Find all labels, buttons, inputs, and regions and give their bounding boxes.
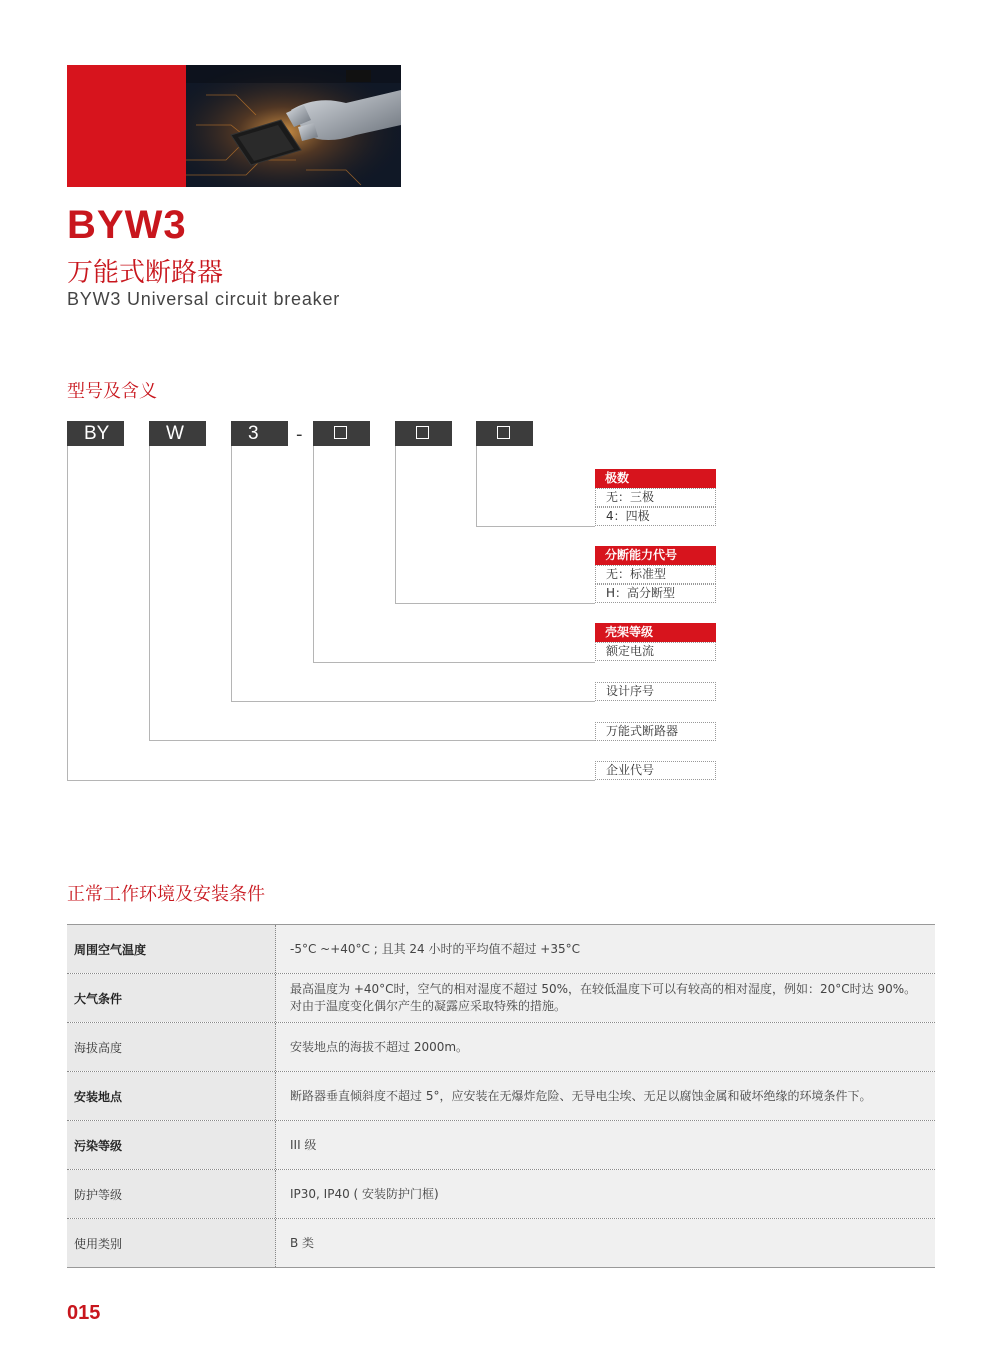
table-row [67, 1219, 935, 1267]
page-number: 015 [67, 1302, 101, 1324]
legend-breaker: 万能式断路器 [595, 722, 716, 741]
connector-breaker-h [149, 740, 595, 741]
product-title-cn: 万能式断路器 [67, 258, 224, 288]
model-title: BYW3 [67, 203, 187, 247]
connector-frame-h [313, 662, 595, 663]
row-label: 安装地点 [67, 1072, 276, 1120]
row-label: 防护等级 [67, 1170, 276, 1218]
row-label: 使用类别 [67, 1219, 276, 1267]
robot-hand-chip-illustration [186, 65, 401, 187]
product-title-en: BYW3 Universal circuit breaker [67, 289, 341, 309]
code-box-3: 3 [231, 421, 288, 446]
code-box-poles [476, 421, 533, 446]
table-row [67, 1023, 935, 1072]
placeholder-square-icon [497, 426, 510, 439]
code-box-by: BY [67, 421, 124, 446]
connector-breaking-h [395, 603, 595, 604]
table-row [67, 974, 935, 1023]
table-row [67, 925, 935, 974]
row-value: IP30, IP40 ( 安装防护门框) [276, 1170, 935, 1218]
row-value: 断路器垂直倾斜度不超过 5°，应安装在无爆炸危险、无导电尘埃、无足以腐蚀金属和破坏绝缘的环境条件下。 [276, 1072, 935, 1120]
connector-frame-v [313, 446, 314, 662]
row-label: 周围空气温度 [67, 925, 276, 973]
connector-poles-v [476, 446, 477, 526]
row-value: -5°C ~+40°C ; 且其 24 小时的平均值不超过 +35°C [276, 925, 935, 973]
code-box-frame [313, 421, 370, 446]
row-label: 污染等级 [67, 1121, 276, 1169]
code-box-breaking [395, 421, 452, 446]
placeholder-square-icon [334, 426, 347, 439]
table-row [67, 1072, 935, 1121]
legend-breaking-item: H：高分断型 [595, 584, 716, 603]
code-separator: - [296, 424, 303, 445]
legend-breaking-item: 无：标准型 [595, 565, 716, 584]
legend-breaking-header: 分断能力代号 [595, 546, 716, 565]
row-value: 安装地点的海拔不超过 2000m。 [276, 1023, 935, 1071]
connector-company-h [67, 780, 595, 781]
legend-frame-header: 壳架等级 [595, 623, 716, 642]
connector-design-v [231, 446, 232, 701]
legend-design: 设计序号 [595, 682, 716, 701]
table-row [67, 1121, 935, 1170]
row-value: B 类 [276, 1219, 935, 1267]
row-label: 大气条件 [67, 974, 276, 1022]
connector-poles-h [476, 526, 595, 527]
legend-company: 企业代号 [595, 761, 716, 780]
connector-breaking-v [395, 446, 396, 603]
connector-company-v [67, 446, 68, 780]
legend-poles-item: 无：三极 [595, 488, 716, 507]
banner-image [186, 65, 401, 187]
code-box-w: W [149, 421, 206, 446]
row-label: 海拔高度 [67, 1023, 276, 1071]
table-row [67, 1170, 935, 1219]
legend-poles-item: 4：四极 [595, 507, 716, 526]
connector-design-h [231, 701, 595, 702]
section-title-model: 型号及含义 [67, 381, 157, 402]
legend-poles-header: 极数 [595, 469, 716, 488]
banner-red-block [67, 65, 186, 187]
connector-breaker-v [149, 446, 150, 740]
row-value: 最高温度为 +40°C时，空气的相对湿度不超过 50%，在较低温度下可以有较高的相对湿度，例如：20°C时达 90%。对由于温度变化偶尔产生的凝露应采取特殊的措施。 [276, 974, 935, 1022]
environment-table [67, 924, 935, 1268]
section-title-environment: 正常工作环境及安装条件 [67, 884, 265, 905]
legend-frame-item: 额定电流 [595, 642, 716, 661]
row-value: III 级 [276, 1121, 935, 1169]
placeholder-square-icon [416, 426, 429, 439]
